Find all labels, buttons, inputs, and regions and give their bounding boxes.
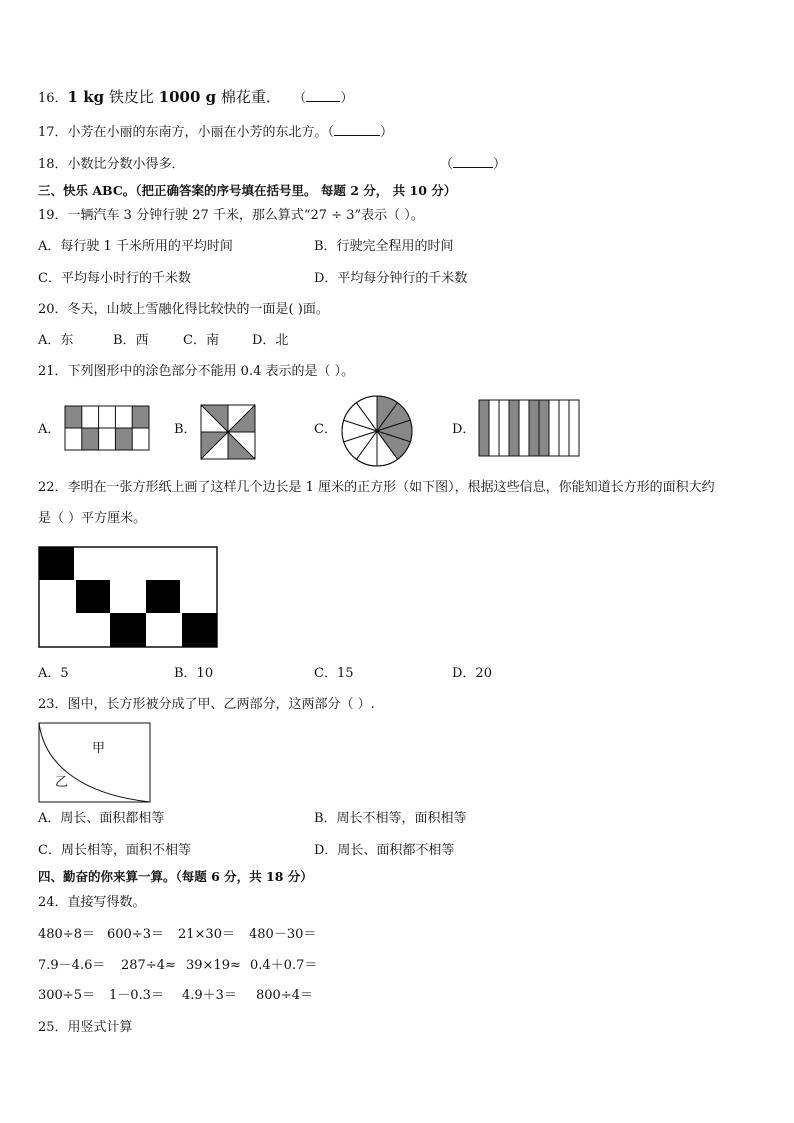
q17-answer-blank[interactable]: [334, 135, 380, 136]
q21-option-b[interactable]: B．: [174, 422, 197, 437]
vertical-strip: [499, 400, 509, 456]
grid-cell: [65, 406, 82, 428]
q20-option-c[interactable]: C．南: [183, 333, 219, 348]
grid-cell: [132, 428, 149, 450]
grid-cell: [82, 428, 99, 450]
q22-stem-line1: 22．李明在一张方形纸上画了这样几个边长是 1 厘米的正方形（如下图），根据这些信息，你能知道长方形的面积大约: [38, 480, 715, 495]
q23-option-b[interactable]: B．周长不相等，面积相等: [314, 811, 467, 826]
q17-text: 17．小芳在小丽的东南方，小丽在小芳的东北方。（: [38, 125, 335, 140]
calc-item: 480÷8＝: [38, 927, 95, 942]
grid-cell: [65, 428, 82, 450]
q21-figure-b-square: [200, 404, 256, 460]
black-square: [110, 613, 146, 647]
grid-cell: [82, 406, 99, 428]
section-4-title: 四、勤奋的你来算一算。（每题 6 分，共 18 分）: [38, 869, 313, 884]
q19-stem: 19．一辆汽车 3 分钟行驶 27 千米，那么算式“27 ÷ 3”表示（ ）。: [38, 208, 424, 223]
q21-figure-c-circle: [340, 394, 414, 468]
vertical-strip: [559, 400, 569, 456]
vertical-strip: [569, 400, 579, 456]
calc-item: 800÷4＝: [256, 988, 313, 1003]
q23-rectangle-figure: [38, 722, 152, 804]
q18-bracket-close: ）: [493, 157, 507, 172]
q19-option-c[interactable]: C．平均每小时行的千米数: [38, 271, 191, 286]
q23-label-yi: 乙: [55, 775, 69, 790]
q16-kg: 1 kg: [67, 88, 105, 106]
vertical-strip: [509, 400, 519, 456]
vertical-strip: [549, 400, 559, 456]
black-square: [76, 580, 110, 613]
grid-cell: [132, 406, 149, 428]
q16-mid: 铁皮比: [104, 88, 159, 106]
q16-number: 16．: [38, 91, 68, 106]
q23-label-jia: 甲: [92, 741, 106, 756]
calc-item: 600÷3＝: [107, 927, 164, 942]
q23-option-a[interactable]: A．周长、面积都相等: [38, 811, 165, 826]
vertical-strip: [519, 400, 529, 456]
calc-item: 300÷5＝: [38, 988, 95, 1003]
section-3-title: 三、快乐 ABC。（把正确答案的序号填在括号里。 每题 2 分， 共 10 分）: [38, 183, 457, 198]
q23-stem: 23．图中，长方形被分成了甲、乙两部分，这两部分（ ）.: [38, 697, 375, 712]
q16-bracket-open: （: [293, 91, 307, 106]
q19-option-a[interactable]: A．每行驶 1 千米所用的平均时间: [38, 239, 233, 254]
q18-answer-blank[interactable]: [453, 167, 493, 168]
grid-cell: [115, 406, 132, 428]
grid-cell: [115, 428, 132, 450]
vertical-strip: [539, 400, 549, 456]
q16-answer-blank[interactable]: [306, 101, 340, 102]
q21-option-d[interactable]: D．: [452, 422, 476, 437]
q22-option-d[interactable]: D．20: [452, 666, 492, 681]
question-16: [38, 89, 353, 107]
q20-option-b[interactable]: B．西: [113, 333, 149, 348]
q18-answer: [440, 157, 506, 173]
calc-item: 287÷4≈: [121, 958, 176, 973]
q23-option-c[interactable]: C．周长相等，面积不相等: [38, 843, 191, 858]
q20-stem: 20．冬天，山坡上雪融化得比较快的一面是( )面。: [38, 302, 329, 317]
calc-item: 7.9－4.6＝: [38, 958, 106, 973]
calc-item: 480－30＝: [249, 927, 317, 942]
calc-item: 39×19≈: [186, 958, 241, 973]
q20-option-a[interactable]: A．东: [38, 333, 74, 348]
q19-option-b[interactable]: B．行驶完全程用的时间: [314, 239, 454, 254]
q16-end: 棉花重．: [216, 88, 281, 106]
q21-option-a[interactable]: A．: [38, 422, 61, 437]
black-square: [39, 547, 74, 580]
q18-bracket-open: （: [440, 157, 454, 172]
black-square: [182, 613, 217, 647]
q22-option-c[interactable]: C．15: [314, 666, 354, 681]
black-square: [146, 580, 180, 613]
q22-option-a[interactable]: A．5: [38, 666, 69, 681]
q22-rectangle-figure: [38, 546, 218, 648]
calc-item: 0.4＋0.7＝: [250, 958, 318, 973]
calc-item: 1－0.3＝: [109, 988, 164, 1003]
q25-stem: 25．用竖式计算: [38, 1020, 133, 1035]
q21-stem: 21．下列图形中的涂色部分不能用 0.4 表示的是（ ）。: [38, 364, 355, 379]
vertical-strip: [529, 400, 539, 456]
q22-stem-line2: 是（ ）平方厘米。: [38, 511, 147, 526]
q21-figure-a-grid: [64, 405, 150, 451]
q21-figure-d-strips: [478, 399, 580, 457]
q17-bracket-close: ）: [380, 125, 394, 140]
calc-item: 21×30＝: [178, 927, 235, 942]
vertical-strip: [479, 400, 489, 456]
q16-bracket-close: ）: [340, 91, 354, 106]
q22-option-b[interactable]: B．10: [174, 666, 214, 681]
q23-option-d[interactable]: D．周长、面积都不相等: [314, 843, 455, 858]
question-18: [38, 157, 185, 173]
q16-g: 1000 g: [158, 88, 217, 106]
q19-option-d[interactable]: D．平均每分钟行的千米数: [314, 271, 468, 286]
q21-option-c[interactable]: C．: [314, 422, 337, 437]
calc-item: 4.9＋3＝: [182, 988, 237, 1003]
grid-cell: [99, 406, 116, 428]
q20-option-d[interactable]: D．北: [252, 333, 289, 348]
grid-cell: [99, 428, 116, 450]
q18-text: 18．小数比分数小得多．: [38, 157, 185, 172]
question-17: [38, 125, 393, 141]
vertical-strip: [489, 400, 499, 456]
q24-stem: 24．直接写得数。: [38, 895, 146, 910]
